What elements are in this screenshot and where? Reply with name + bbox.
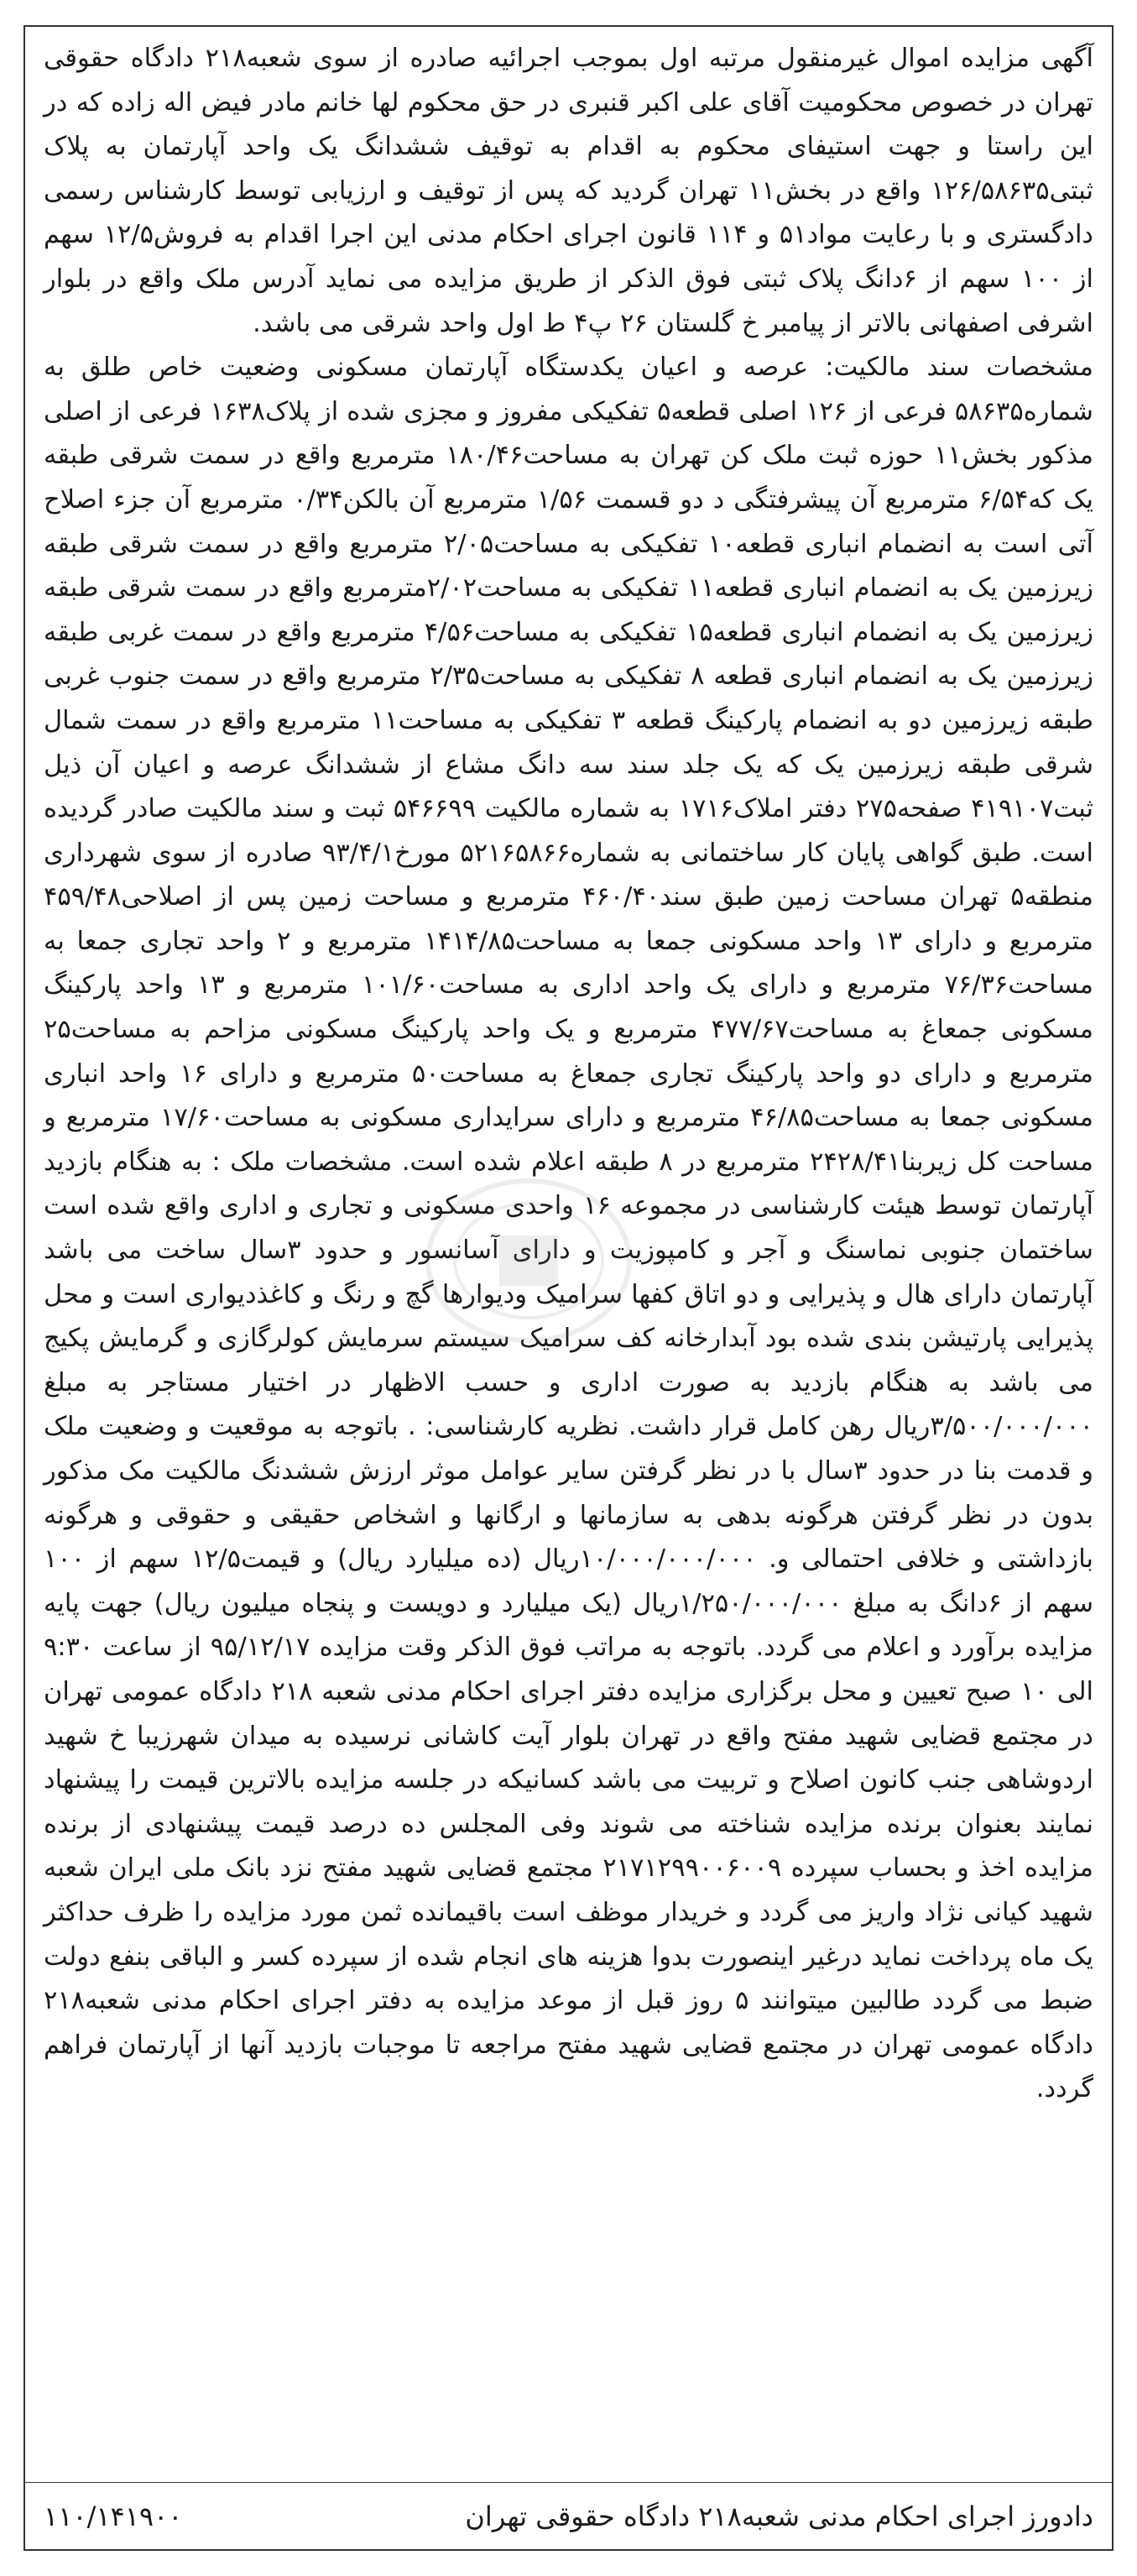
notice-intro-paragraph: آگهی مزایده اموال غیرمنقول مرتبه اول بموجب اجرائیه صادره از سوی شعبه۲۱۸ دادگاه حقوقی تهران در خصوص محکومیت آقای علی اکبر قنبری در حق محکوم لها خانم مادر فیض اله زاده که در این راستا و جهت استیفای محکوم به اقدام به توقیف ششدانگ یک واحد آپارتمان به پلاک ثبتی۱۲۶/۵۸۶۳۵ واقع در بخش۱۱ تهران گردید که پس از توقیف و ارزیابی توسط کارشناس رسمی دادگستری و با رعایت مواد۵۱ و ۱۱۴ قانون اجرای احکام مدنی این اجرا اقدام به فروش۱۲/۵ سهم از ۱۰۰ سهم از ۶دانگ پلاک ثبتی فوق الذکر از طریق مزایده می نماید آدرس ملک واقع در بلوار اشرفی اصفهانی بالاتر از پیامبر خ گلستان ۲۶ پ۴ ط اول واحد شرقی می باشد. xyxy=(44,44,1094,338)
notice-number: ۱۱۰/۱۴۱۹۰۰ xyxy=(44,2500,183,2532)
notice-details-paragraph: مشخصات سند مالکیت: عرصه و اعیان یکدستگاه آپارتمان مسکونی وضعیت خاص طلق به شماره۵۸۶۳۵ فرعی از ۱۲۶ اصلی قطعه۵ تفکیکی مفروز و مجزی شده از پلاک۱۶۳۸ فرعی از اصلی مذکور بخش۱۱ حوزه ثبت ملک کن تهران به مساحت۱۸۰/۴۶ مترمربع واقع در سمت شرقی طبقه یک که۶/۵۴ مترمربع آن پیشرفتگی د دو قسمت ۱/۵۶ مترمربع آن بالکن۰/۳۴ مترمربع آن جزء اصلاح آتی است به انضمام انباری قطعه۱۰ تفکیکی به مساحت۲/۰۵ مترمربع واقع در سمت شرقی طبقه زیرزمین یک به انضمام انباری قطعه۱۱ تفکیکی به مساحت۲/۰۲مترمربع واقع در سمت شرقی طبقه زیرزمین یک به انضمام انباری قطعه۱۵ تفکیکی به مساحت۴/۵۶ مترمربع واقع در سمت غربی طبقه زیرزمین یک به انضمام انباری قطعه ۸ تفکیکی به مساحت۲/۳۵ مترمربع واقع در سمت جنوب غربی طبقه زیرزمین دو به انضمام پارکینگ قطعه ۳ تفکیکی به مساحت۱۱ مترمربع واقع در سمت شمال شرقی طبقه زیرزمین یک که یک جلد سند سه دانگ مشاع از ششدانگ عرصه و اعیان آن ذیل ثبت۴۱۹۱۰۷ صفحه۲۷۵ دفتر املاک۱۷۱۶ به شماره مالکیت ۵۴۶۶۹۹ ثبت و سند مالکیت صادر گردیده است. طبق گواهی پایان کار ساختمانی به شماره۵۲۱۶۵۸۶۶ مورخ۹۳/۴/۱ صادره از سوی شهرداری منطقه۵ تهران مساحت زمین طبق سند۴۶۰/۴۰ مترمربع و مساحت زمین پس از اصلاحی۴۵۹/۴۸ مترمربع و دارای ۱۳ واحد مسکونی جمعا به مساحت۱۴۱۴/۸۵ مترمربع و ۲ واحد تجاری جمعا به مساحت۷۶/۳۶ مترمربع و دارای یک واحد اداری به مساحت۱۰۱/۶۰ مترمربع و ۱۳ واحد پارکینگ مسکونی جمعاغ به مساحت۴۷۷/۶۷ مترمربع و یک واحد پارکینگ مسکونی مزاحم به مساحت۲۵ مترمربع و دارای دو واحد پارکینگ تجاری جمعاغ به مساحت۵۰ مترمربع و دارای ۱۶ واحد انباری مسکونی جمعا به مساحت۴۶/۸۵ مترمربع و دارای سرایداری مسکونی به مساحت۱۷/۶۰ مترمربع و مساحت کل زیربنا۲۴۲۸/۴۱ مترمربع در ۸ طبقه اعلام شده است. مشخصات ملک : به هنگام بازدید آپارتمان توسط هیئت کارشناسی در مجموعه ۱۶ واحدی مسکونی و تجاری و اداری واقع شده است ساختمان جنوبی نماسنگ و آجر و کامپوزیت و دارای آسانسور و حدود ۳سال ساخت می باشد آپارتمان دارای هال و پذیرایی و دو اتاق کفها سرامیک ودیوارها گچ و رنگ و کاغذدیواری است و محل پذیرایی پارتیشن بندی شده بود آبدارخانه کف سرامیک سیستم سرمایش کولرگازی و گرمایش پکیج می باشد به هنگام بازدید به صورت اداری و حسب الاظهار در اختیار مستاجر به مبلغ ۳/۵۰۰/۰۰۰/۰۰۰ریال رهن کامل قرار داشت. نظریه کارشناسی: . باتوجه به موقعیت و وضعیت ملک و قدمت بنا در حدود ۳سال با در نظر گرفتن سایر عوامل موثر ارزش ششدنگ مالکیت مک مذکور بدون در نظر گرفتن هرگونه بدهی به سازمانها و ارگانها و اشخاص حقیقی و حقوقی و هرگونه بازداشتی و خلافی احتمالی و. ۱۰/۰۰۰/۰۰۰/۰۰۰ریال (ده میلیارد ریال) و قیمت۱۲/۵ سهم از ۱۰۰ سهم از ۶دانگ به مبلغ ۱/۲۵۰/۰۰۰/۰۰۰ریال (یک میلیارد و دویست و پنجاه میلیون ریال) جهت پایه مزایده برآورد و اعلام می گردد. باتوجه به مراتب فوق الذکر وقت مزایده ۹۵/۱۲/۱۷ از ساعت ۹:۳۰ الی ۱۰ صبح تعیین و محل برگزاری مزایده دفتر اجرای احکام مدنی شعبه ۲۱۸ دادگاه عمومی تهران در مجتمع قضایی شهید مفتح واقع در تهران بلوار آیت کاشانی نرسیده به میدان شهرزیبا خ شهید اردوشاهی جنب کانون اصلاح و تربیت می باشد کسانیکه در جلسه مزایده بالاترین قیمت را پیشنهاد نمایند بعنوان برنده مزایده شناخته می شوند وفی المجلس ده درصد قیمت پیشنهادی از برنده مزایده اخذ و بحساب سپرده ۲۱۷۱۲۹۹۰۰۶۰۰۹ مجتمع قضایی شهید مفتح نزد بانک ملی ایران شعبه شهید کیانی نژاد واریز می گردد و خریدار موظف است باقیمانده ثمن مورد مزایده را ظرف حداکثر یک ماه پرداخت نماید درغیر اینصورت بدوا هزینه های انجام شده از سپرده کسر و الباقی بنفع دولت ضبط می گردد طالبین میتوانند ۵ روز قبل از موعد مزایده به دفتر اجرای احکام مدنی شعبه۲۱۸ دادگاه عمومی تهران در مجتمع قضایی شهید مفتح مراجعه تا موجبات بازدید آنها از آپارتمان فراهم گردد. xyxy=(44,353,1094,2104)
notice-body xyxy=(44,37,1093,2112)
notice-footer xyxy=(25,2482,1112,2549)
issuer-signature: دادورز اجرای احکام مدنی شعبه۲۱۸ دادگاه حقوقی تهران xyxy=(465,2500,1093,2532)
auction-notice xyxy=(23,25,1114,2551)
